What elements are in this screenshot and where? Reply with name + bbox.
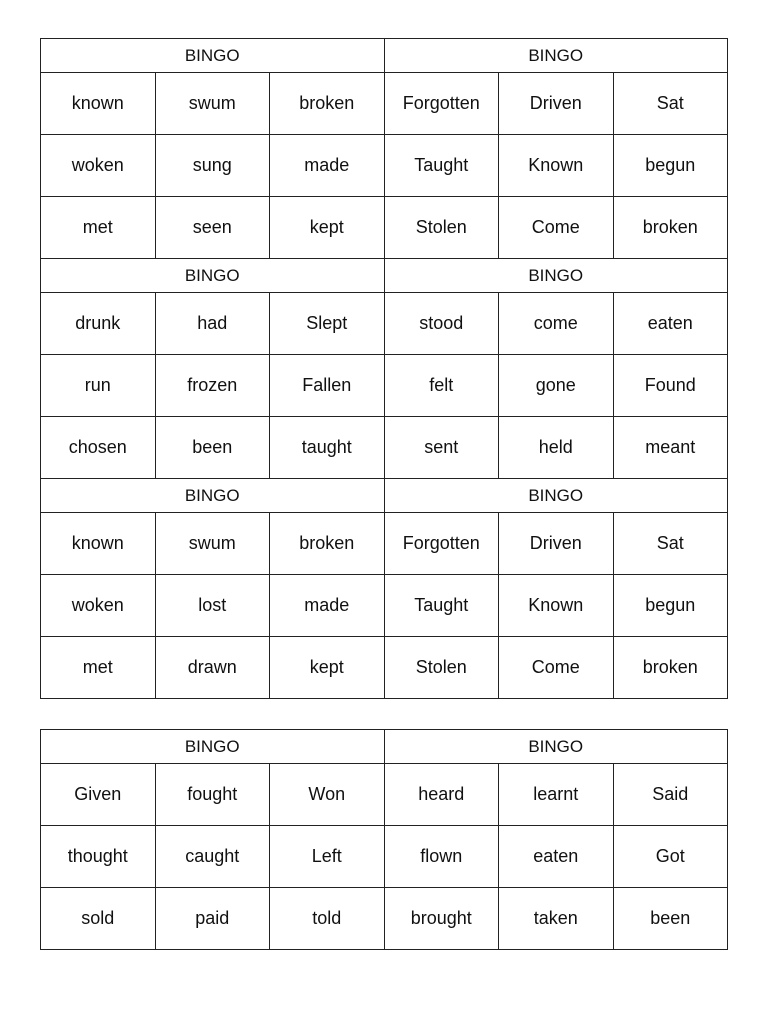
bingo-row [41,135,728,197]
bingo-word-cell: brought [384,888,499,950]
bingo-card-title: BINGO [384,479,728,513]
bingo-card-title: BINGO [41,259,385,293]
bingo-sheet-bottom [40,729,728,950]
bingo-word-cell: seen [155,197,270,259]
bingo-word-cell: drawn [155,637,270,699]
bingo-header-row [41,730,728,764]
bingo-row [41,826,728,888]
bingo-word-cell: Come [499,637,614,699]
bingo-card-title: BINGO [384,730,728,764]
bingo-word-cell: Forgotten [384,73,499,135]
bingo-card-title: BINGO [41,39,385,73]
bingo-word-cell: Left [270,826,385,888]
bingo-word-cell: made [270,575,385,637]
bingo-word-cell: Forgotten [384,513,499,575]
bingo-word-cell: Said [613,764,728,826]
bingo-word-cell: met [41,637,156,699]
bingo-word-cell: begun [613,575,728,637]
bingo-word-cell: been [613,888,728,950]
bingo-word-cell: flown [384,826,499,888]
bingo-card-title: BINGO [384,259,728,293]
bingo-word-cell: drunk [41,293,156,355]
bingo-word-cell: kept [270,197,385,259]
bingo-word-cell: broken [613,197,728,259]
bingo-word-cell: learnt [499,764,614,826]
bingo-word-cell: broken [613,637,728,699]
bingo-card-title: BINGO [41,479,385,513]
bingo-word-cell: gone [499,355,614,417]
bingo-word-cell: met [41,197,156,259]
bingo-header-row [41,479,728,513]
bingo-word-cell: woken [41,135,156,197]
bingo-word-cell: stood [384,293,499,355]
bingo-word-cell: known [41,513,156,575]
bingo-word-cell: been [155,417,270,479]
bingo-word-cell: paid [155,888,270,950]
bingo-word-cell: Got [613,826,728,888]
bingo-word-cell: Sat [613,73,728,135]
bingo-word-cell: Driven [499,513,614,575]
bingo-word-cell: eaten [499,826,614,888]
bingo-word-cell: eaten [613,293,728,355]
bingo-word-cell: kept [270,637,385,699]
bingo-word-cell: Driven [499,73,614,135]
bingo-word-cell: caught [155,826,270,888]
bingo-word-cell: Won [270,764,385,826]
bingo-row [41,355,728,417]
bingo-word-cell: lost [155,575,270,637]
bingo-word-cell: held [499,417,614,479]
bingo-word-cell: Come [499,197,614,259]
bingo-word-cell: felt [384,355,499,417]
bingo-word-cell: Known [499,575,614,637]
bingo-word-cell: meant [613,417,728,479]
bingo-row [41,637,728,699]
bingo-word-cell: sent [384,417,499,479]
bingo-word-cell: begun [613,135,728,197]
bingo-row [41,888,728,950]
bingo-word-cell: chosen [41,417,156,479]
bingo-row [41,417,728,479]
bingo-row [41,513,728,575]
bingo-word-cell: Known [499,135,614,197]
bingo-word-cell: Sat [613,513,728,575]
bingo-card-title: BINGO [41,730,385,764]
bingo-word-cell: Given [41,764,156,826]
bingo-word-cell: known [41,73,156,135]
bingo-word-cell: had [155,293,270,355]
bingo-word-cell: Fallen [270,355,385,417]
bingo-word-cell: Taught [384,575,499,637]
bingo-word-cell: sung [155,135,270,197]
bingo-header-row [41,39,728,73]
bingo-word-cell: woken [41,575,156,637]
bingo-header-row [41,259,728,293]
bingo-word-cell: come [499,293,614,355]
bingo-word-cell: broken [270,513,385,575]
bingo-row [41,197,728,259]
bingo-row [41,73,728,135]
bingo-row [41,575,728,637]
bingo-sheet-top [40,38,728,699]
bingo-word-cell: swum [155,513,270,575]
bingo-word-cell: taught [270,417,385,479]
bingo-word-cell: thought [41,826,156,888]
bingo-word-cell: Taught [384,135,499,197]
bingo-word-cell: made [270,135,385,197]
bingo-word-cell: told [270,888,385,950]
bingo-word-cell: frozen [155,355,270,417]
bingo-word-cell: fought [155,764,270,826]
bingo-card-title: BINGO [384,39,728,73]
bingo-word-cell: sold [41,888,156,950]
bingo-word-cell: run [41,355,156,417]
bingo-word-cell: heard [384,764,499,826]
bingo-word-cell: swum [155,73,270,135]
bingo-word-cell: taken [499,888,614,950]
bingo-row [41,764,728,826]
bingo-word-cell: broken [270,73,385,135]
bingo-word-cell: Slept [270,293,385,355]
bingo-word-cell: Found [613,355,728,417]
bingo-word-cell: Stolen [384,197,499,259]
bingo-word-cell: Stolen [384,637,499,699]
bingo-row [41,293,728,355]
